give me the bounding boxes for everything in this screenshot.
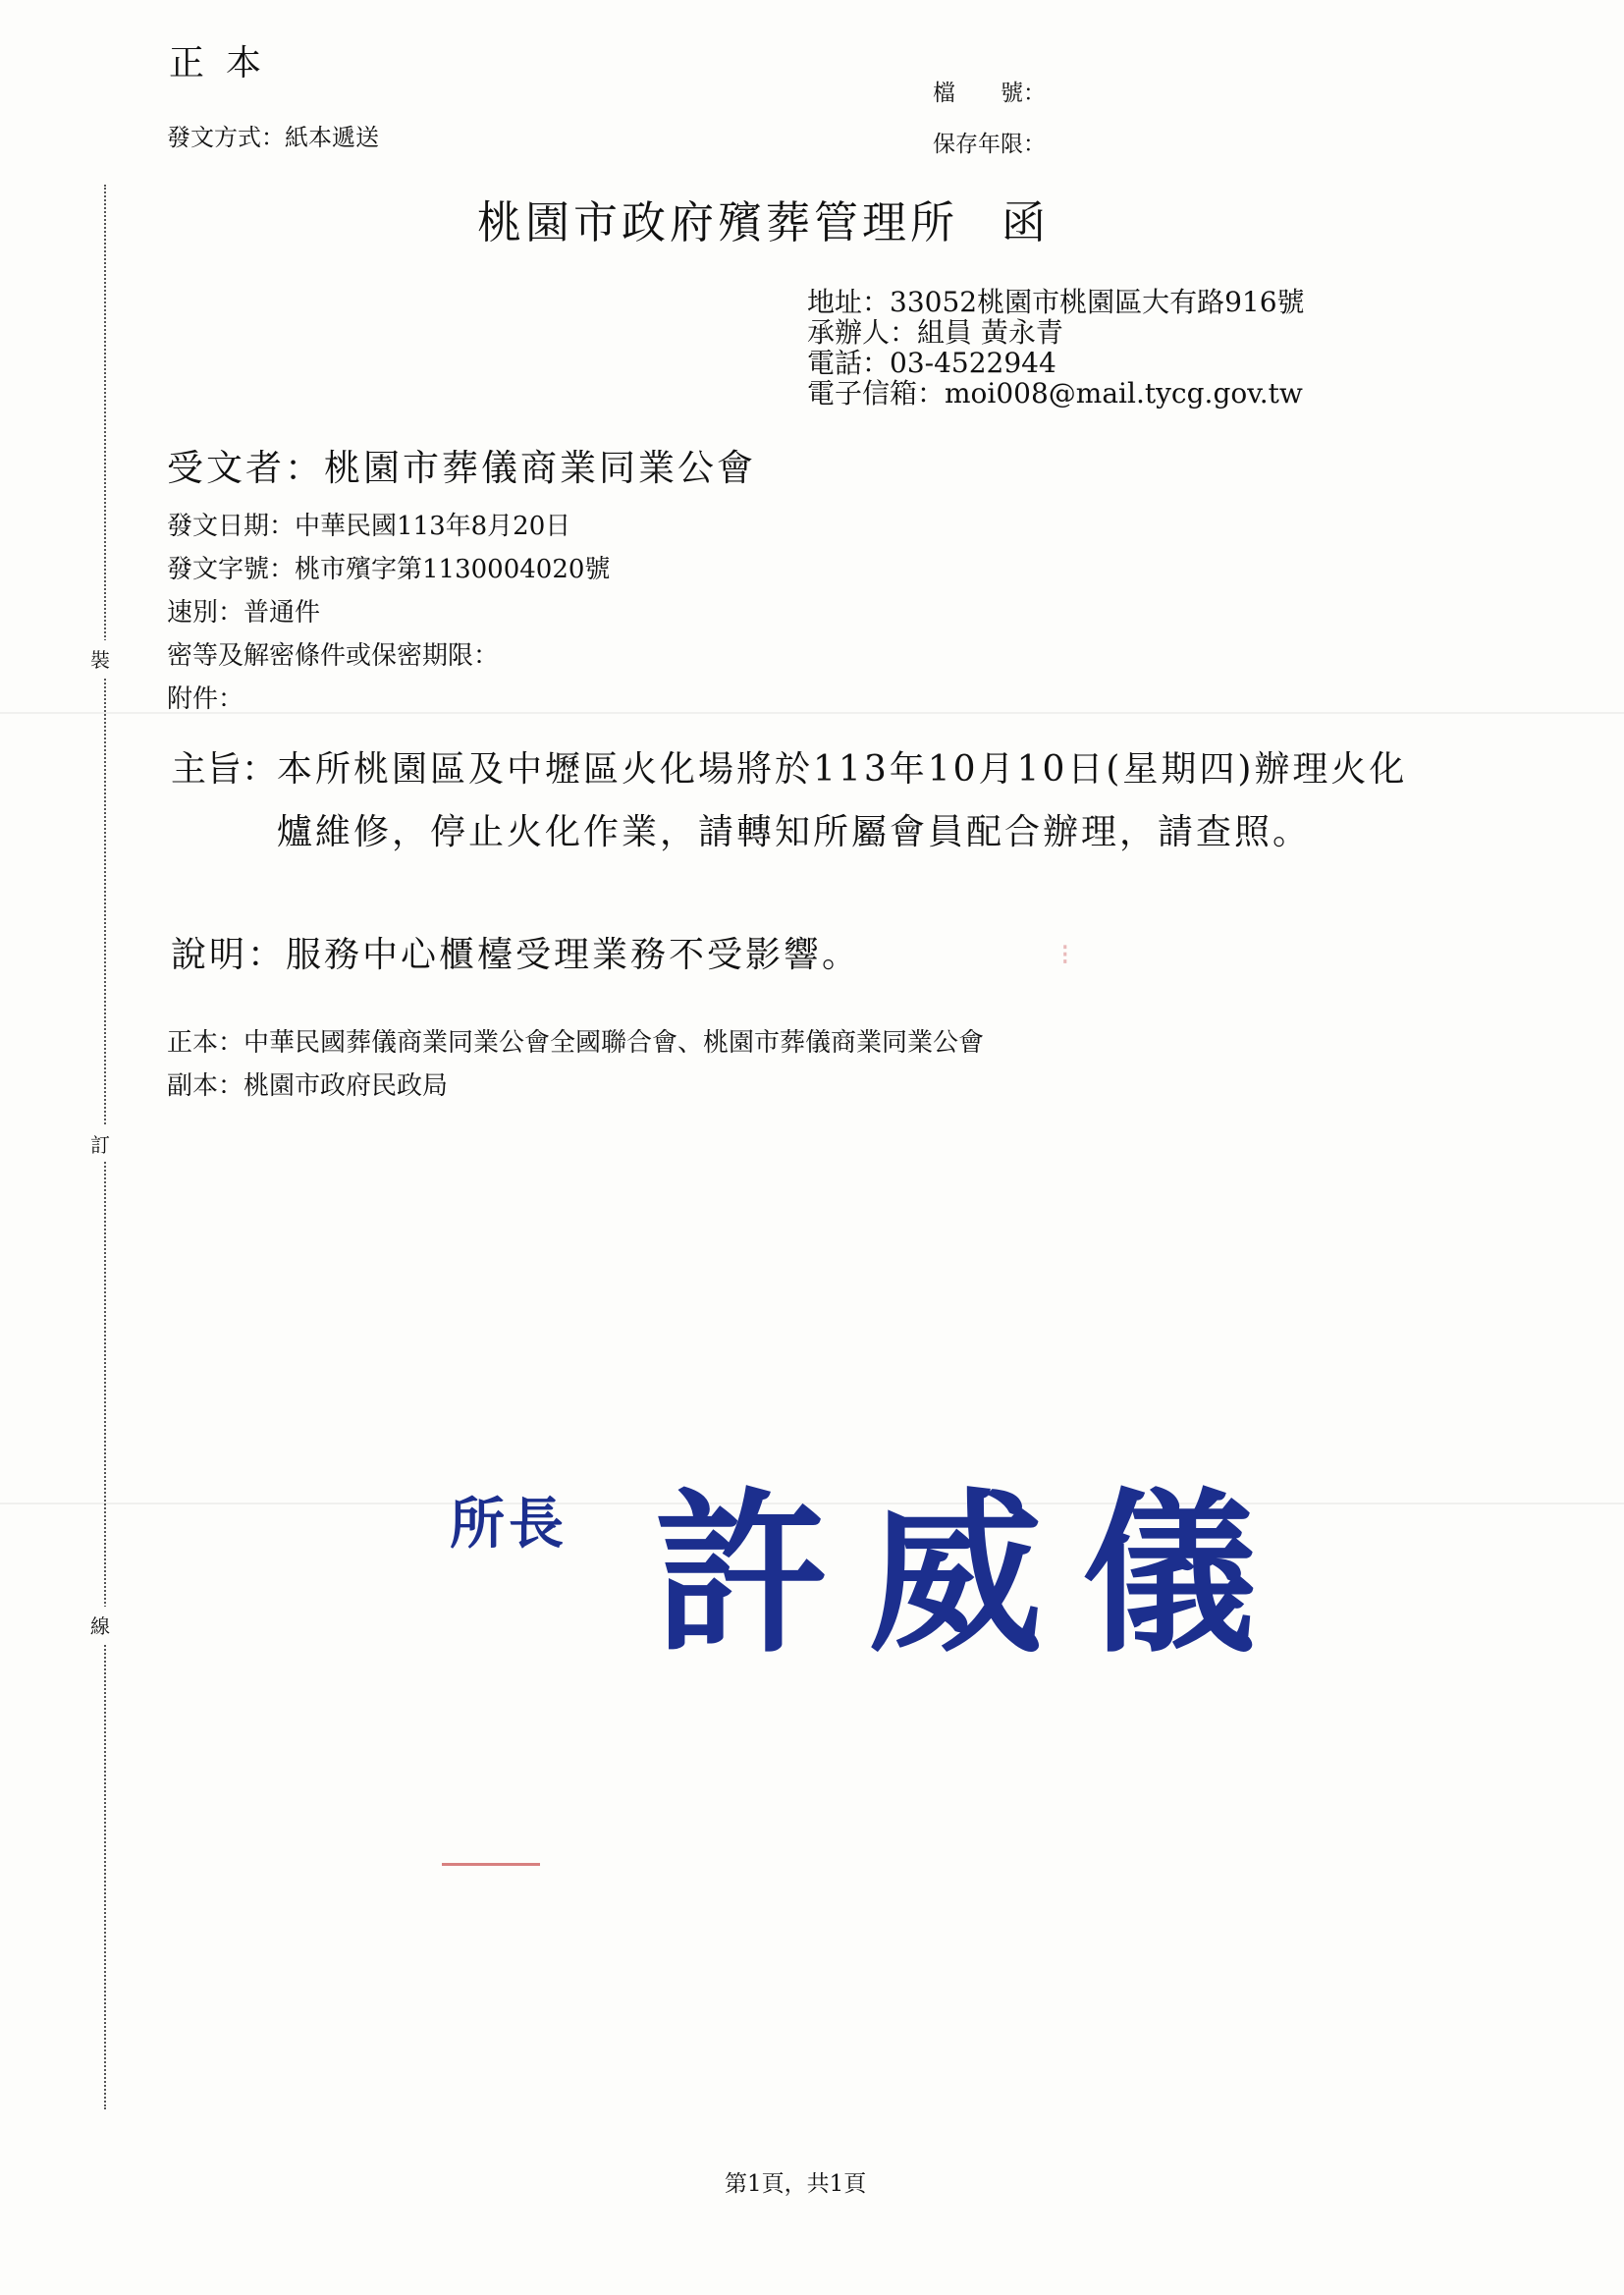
explanation: 說明：服務中心櫃檯受理業務不受影響。 (171, 935, 861, 975)
subject-section (171, 738, 1477, 864)
issue-date: 發文日期：中華民國113年8月20日 (167, 512, 571, 541)
phone: 電話：03-4522944 (807, 347, 1056, 379)
red-mark (442, 1863, 540, 1866)
copy-mark: 正本 (169, 43, 284, 83)
subject-label: 主旨： (171, 749, 278, 790)
secrecy-level: 密等及解密條件或保密期限： (167, 641, 500, 671)
binding-char-zhuang: 裝 (90, 640, 110, 677)
copy-recipients: 副本：桃園市政府民政局 (167, 1071, 449, 1101)
faint-stamp-mark: ⁝ (1060, 938, 1070, 972)
send-method: 發文方式：紙本遞送 (167, 124, 379, 151)
email: 電子信箱：moi008@mail.tycg.gov.tw (807, 377, 1303, 410)
issuing-organization: 桃園市政府殯葬管理所 (477, 196, 959, 248)
binding-char-xian: 線 (90, 1607, 110, 1643)
retention-period-label: 保存年限： (933, 132, 1046, 157)
original-recipients: 正本：中華民國葬儀商業同業公會全國聯合會、桃園市葬儀商業同業公會 (167, 1028, 985, 1058)
signature-name-stamp: 許威儀 (654, 1471, 1296, 1676)
document-type: 函 (1001, 196, 1051, 248)
speed-class: 速別：普通件 (167, 598, 321, 628)
signature-title: 所長 (450, 1492, 568, 1557)
document-meta (167, 505, 610, 721)
page-number: 第1頁，共1頁 (725, 2171, 867, 2197)
handler: 承辦人：組員 黃永青 (807, 316, 1063, 349)
contact-block (807, 287, 1305, 409)
document-title (477, 187, 1050, 250)
distribution-block (167, 1021, 984, 1108)
file-number-label: 檔 號： (933, 81, 1046, 106)
address: 地址：33052桃園市桃園區大有路916號 (807, 286, 1305, 318)
attachment: 附件： (167, 684, 244, 714)
subject-text: 本所桃園區及中壢區火化場將於113年10月10日(星期四)辦理火化爐維修，停止火化作業，請轉知所屬會員配合辦理，請查照。 (277, 749, 1408, 852)
binding-char-ding: 訂 (90, 1125, 110, 1162)
document-number: 發文字號：桃市殯字第1130004020號 (167, 555, 611, 584)
recipient: 受文者：桃園市葬儀商業同業公會 (167, 447, 756, 489)
